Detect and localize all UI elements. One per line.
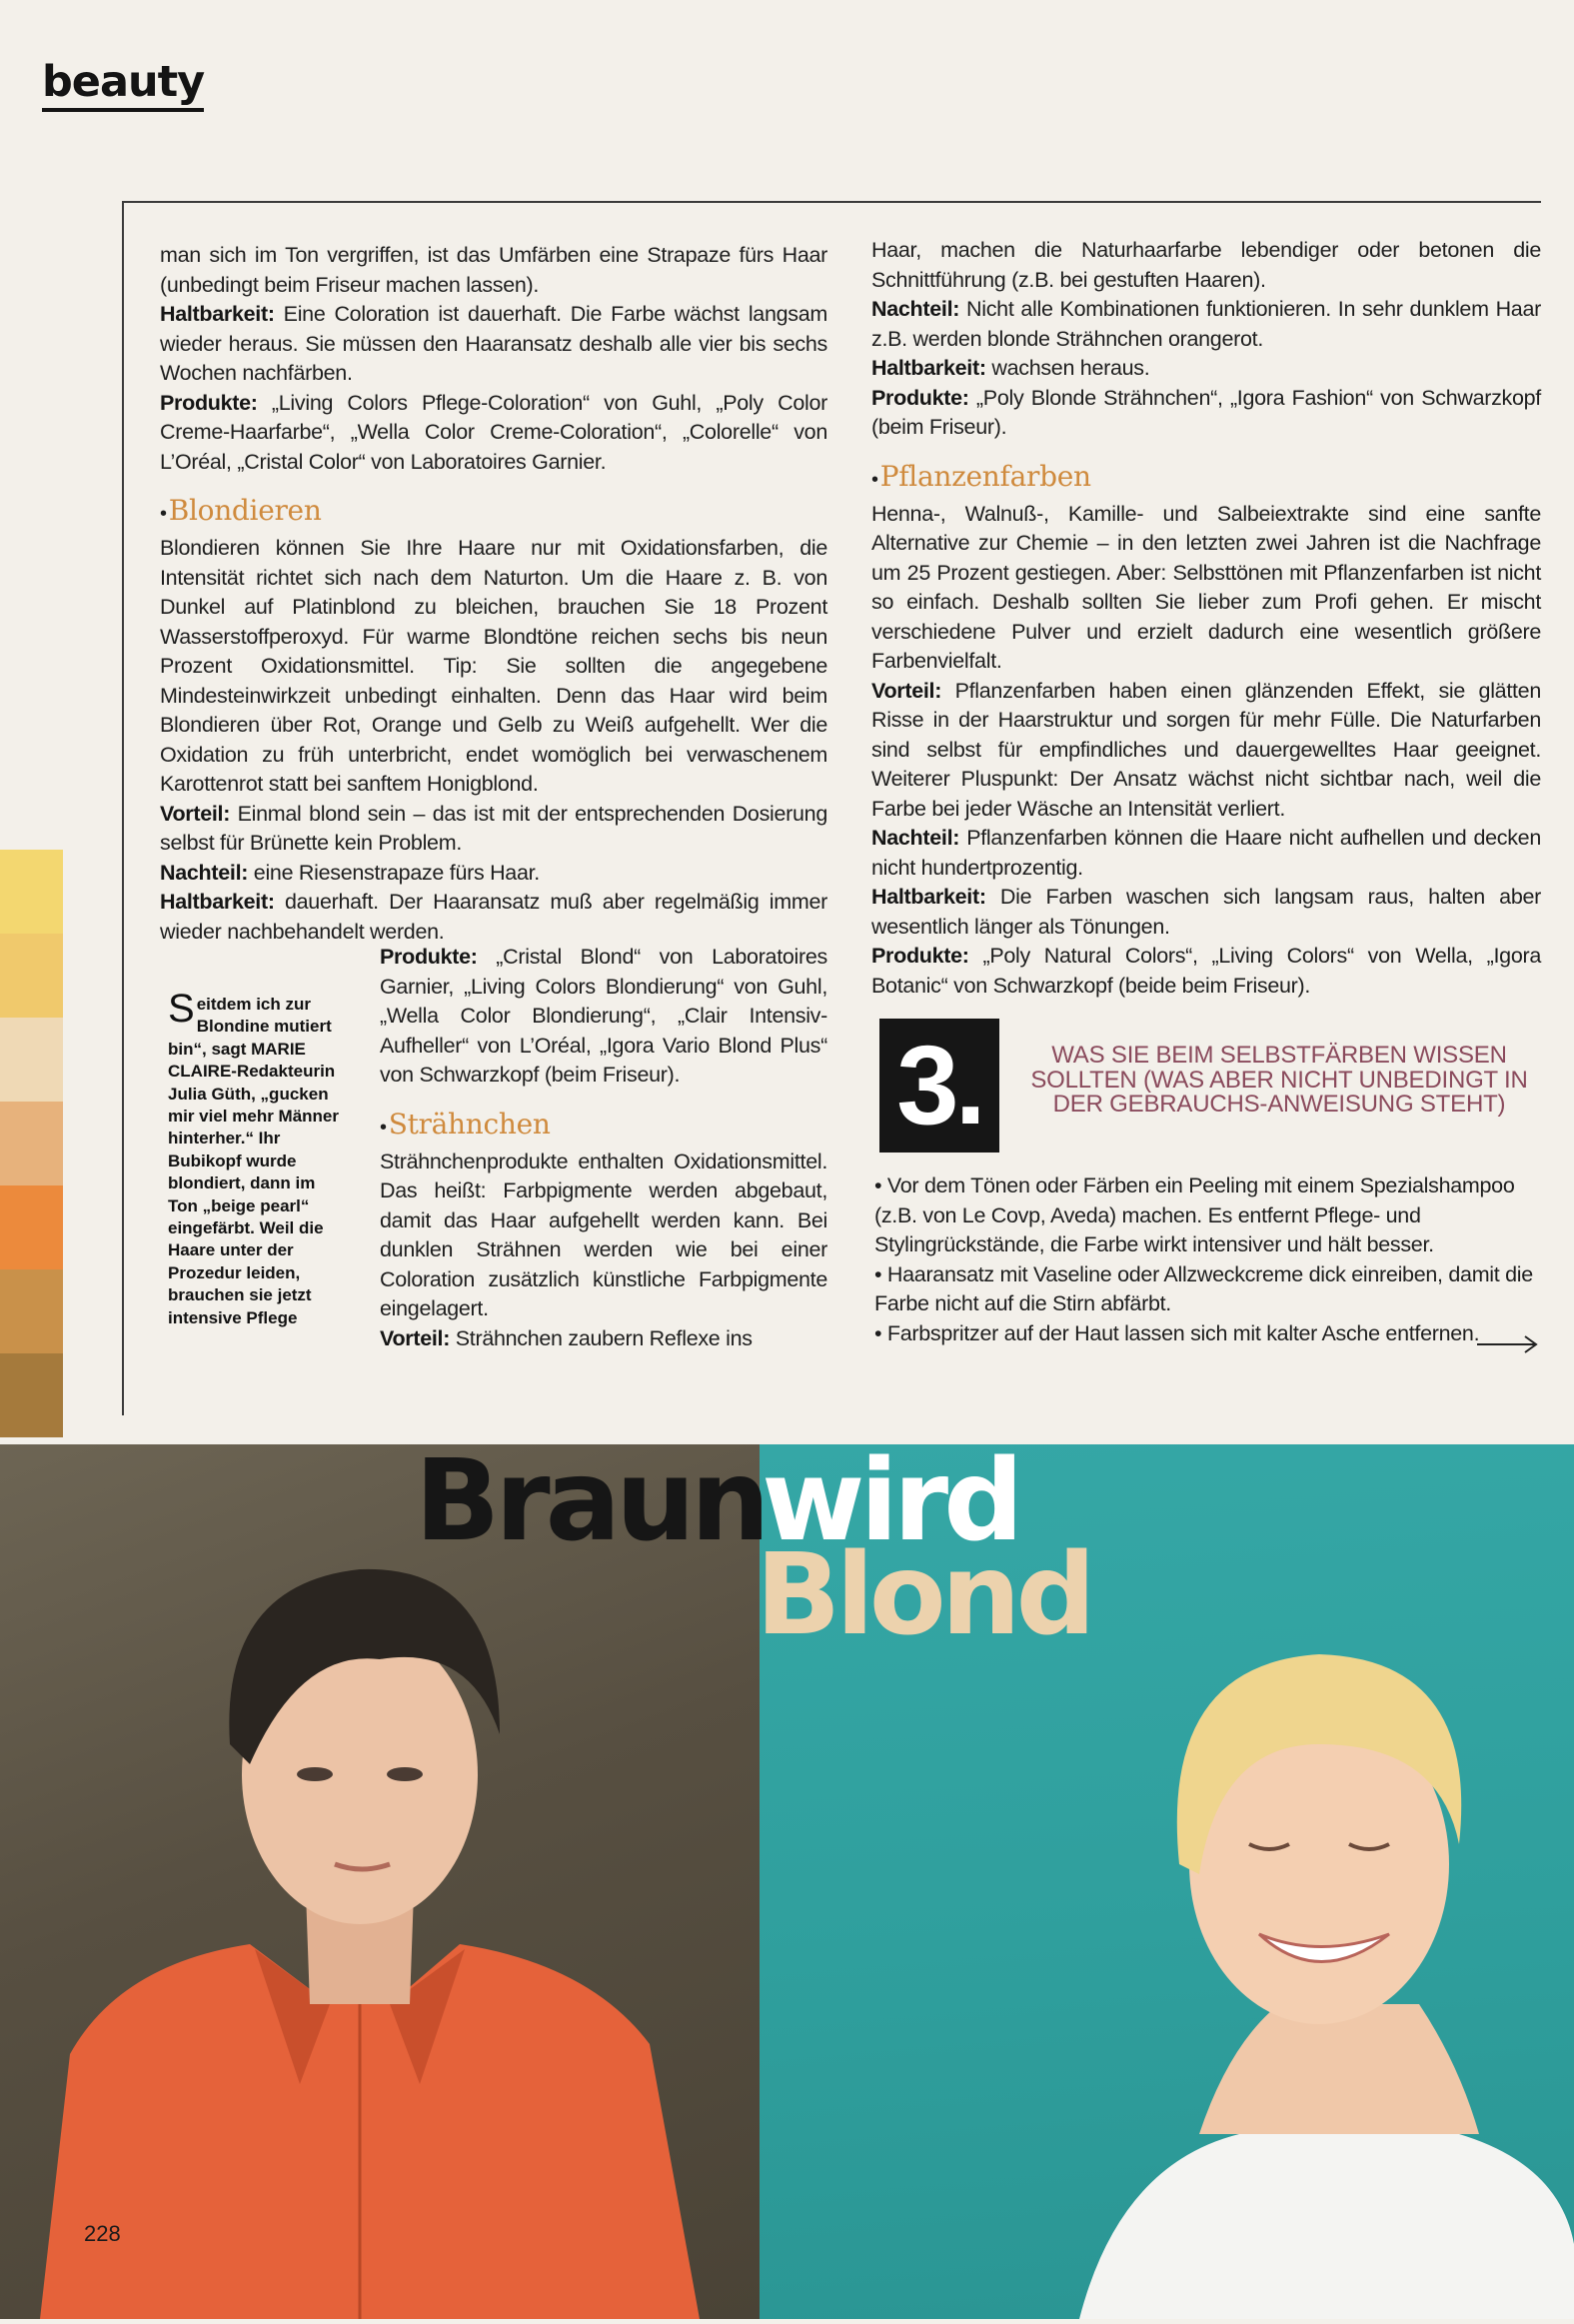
pflanzenfarben-haltbarkeit: Haltbarkeit: Die Farben waschen sich langsam raus, halten aber wesentlich länger als Tönungen.	[871, 885, 1541, 939]
title-word-wird: wird	[762, 1436, 1019, 1566]
right-haltbarkeit: Haltbarkeit: wachsen heraus.	[871, 356, 1150, 380]
title-word-blond: Blond	[756, 1530, 1091, 1660]
left-produkte: Produkte: „Living Colors Pflege-Coloration“ von Guhl, „Poly Color Creme-Haarfarbe“, „Wella Color Creme-Coloration“, „Colorelle“ von L’Oréal, „Cristal Color“ von Laboratoires Garnier.	[160, 390, 827, 474]
right-intro: Haar, machen die Naturhaarfarbe lebendiger oder betonen die Schnittführung (z.B. bei gestuften Haaren).	[871, 238, 1541, 292]
color-swatch	[0, 934, 63, 1018]
tip-item: • Vor dem Tönen oder Färben ein Peeling mit einem Spezialshampoo (z.B. von Le Covp, Aveda) machen. Es entfernt Pflege- und Stylingrückstände, die Farbe wirkt intensiver und hält besser.	[874, 1173, 1515, 1256]
pflanzenfarben-body: Henna-, Walnuß-, Kamille- und Salbeiextrakte sind eine sanfte Alternative zur Chemie – in den letzten zwei Jahren ist die Nachfrage um 25 Prozent gestiegen. Aber: Selbsttönen mit Pflanzenfarben ist nicht so einfach. Deshalb sollten Sie lieber zum Profi gehen. Er mischt verschiedene Pulver und erzielt dadurch eine wesentlich größere Farbenvielfalt.	[871, 501, 1541, 673]
number-three-box: 3.	[879, 1019, 999, 1153]
color-swatch	[0, 1018, 63, 1102]
page-number: 228	[84, 2221, 121, 2246]
color-swatch	[0, 1102, 63, 1185]
left-intro: man sich im Ton vergriffen, ist das Umfärben eine Strapaze fürs Haar (unbedingt beim Friseur machen lassen).	[160, 243, 827, 297]
middle-produkte: Produkte: „Cristal Blond“ von Laboratoires Garnier, „Living Colors Blondierung“ von Guhl, „Wella Color Blondierung“, „Clair Intensiv-Aufheller“ von L’Oréal, „Igora Vario Blond Plus“ von Schwarzkopf (beim Friseur).	[380, 945, 827, 1087]
tip-item: • Haaransatz mit Vaseline oder Allzweckcreme dick einreiben, damit die Farbe nicht auf die Stirn abfärbt.	[874, 1261, 1533, 1315]
box-three-title: WAS SIE BEIM SELBSTFÄRBEN WISSEN SOLLTEN (WAS ABER NICHT UNBEDINGT IN DER GEBRAUCHS-ANWEISUNG STEHT)	[1030, 1042, 1528, 1118]
tip-item: • Farbspritzer auf der Haut lassen sich mit kalter Asche entfernen.	[874, 1320, 1480, 1345]
color-swatch	[0, 1353, 63, 1437]
blondieren-nachteil: Nachteil: eine Riesenstrapaze fürs Haar.	[160, 860, 540, 885]
left-haltbarkeit: Haltbarkeit: Eine Coloration ist dauerhaft. Die Farbe wächst langsam wieder heraus. Sie müssen den Haaransatz deshalb alle vier bis sechs Wochen nachfärben.	[160, 302, 827, 385]
pull-quote	[168, 987, 348, 1329]
color-swatch	[0, 850, 63, 934]
right-column	[871, 236, 1541, 1001]
continue-arrow-icon	[1477, 1334, 1539, 1354]
tips-list	[874, 1171, 1539, 1348]
blondieren-vorteil: Vorteil: Einmal blond sein – das ist mit der entsprechenden Dosierung selbst für Brünette kein Problem.	[160, 801, 827, 855]
right-nachteil: Nachteil: Nicht alle Kombinationen funktionieren. In sehr dunklem Haar z.B. werden blonde Strähnchen orangerot.	[871, 297, 1541, 351]
middle-column	[380, 943, 827, 1353]
straehnchen-body: Strähnchenprodukte enthalten Oxidationsmittel. Das heißt: Farbpigmente werden abgebaut, damit das Haar aufgehellt werden kann. Bei dunklen Strähnen werden wie bei einer Coloration zusätzlich künstliche Farbpigmente eingelagert.	[380, 1149, 827, 1320]
photo-before-brunette	[0, 1444, 760, 2319]
top-rule	[122, 201, 1541, 203]
right-produkte: Produkte: „Poly Blonde Strähnchen“, „Igora Fashion“ von Schwarzkopf (beim Friseur).	[871, 385, 1541, 439]
blondieren-body: Blondieren können Sie Ihre Haare nur mit Oxidationsfarben, die Intensität richtet sich nach dem Naturton. Um die Haare z. B. von Dunkel auf Platinblond zu bleichen, brauchen Sie 18 Prozent Wasserstoffperoxyd. Für warme Blondtöne reichen sechs bis neun Prozent Oxidationsmittel. Tip: Sie sollten die angegebene Mindesteinwirkzeit unbedingt einhalten. Denn das Haar wird beim Blondieren über Rot, Orange und Gelb zu Weiß aufgehellt. Wer die Oxidation zu früh unterbricht, endet womöglich bei verwaschenem Karottenrot statt bei sanftem Honigblond.	[160, 536, 827, 796]
blondieren-haltbarkeit: Haltbarkeit: dauerhaft. Der Haaransatz muß aber regelmäßig immer wieder nachbehandelt werden.	[160, 890, 827, 944]
pflanzenfarben-produkte: Produkte: „Poly Natural Colors“, „Living Colors“ von Wella, „Igora Botanic“ von Schwarzkopf (beide beim Friseur).	[871, 944, 1541, 998]
left-rule	[122, 201, 124, 1415]
heading-pflanzenfarben: •Pflanzenfarben	[871, 459, 1091, 493]
title-word-braun: Braun	[415, 1436, 766, 1566]
color-swatch-strip	[0, 850, 63, 1437]
pflanzenfarben-vorteil: Vorteil: Pflanzenfarben haben einen glänzenden Effekt, sie glätten Risse in der Haarstruktur und sorgen für mehr Fülle. Die Naturfarben sind selbst für empfindliches und dauergewelltes Haar geeignet. Weiterer Pluspunkt: Der Ansatz wächst nicht sichtbar nach, weil die Farbe bei jeder Wäsche an Intensität verliert.	[871, 678, 1541, 821]
quote-initial: S	[168, 987, 195, 1031]
color-swatch	[0, 1185, 63, 1269]
left-column	[160, 241, 827, 947]
quote-text: eitdem ich zur Blondine mutiert bin“, sagt MARIE CLAIRE-Redakteurin Julia Güth, „gucken mir viel mehr Männer hinterher.“ Ihr Bubikopf wurde blondiert, dann im Ton „beige pearl“ eingefärbt. Weil die Haare unter der Prozedur leiden, brauchen sie jetzt intensive Pflege	[168, 995, 340, 1327]
heading-straehnchen: •Strähnchen	[380, 1107, 551, 1141]
heading-blondieren: •Blondieren	[160, 494, 322, 527]
section-label: beauty	[42, 58, 204, 112]
pflanzenfarben-nachteil: Nachteil: Pflanzenfarben können die Haare nicht aufhellen und decken nicht hundertprozentig.	[871, 826, 1541, 880]
brunette-portrait-illustration	[0, 1444, 760, 2319]
color-swatch	[0, 1269, 63, 1353]
straehnchen-vorteil: Vorteil: Strähnchen zaubern Reflexe ins	[380, 1325, 753, 1350]
